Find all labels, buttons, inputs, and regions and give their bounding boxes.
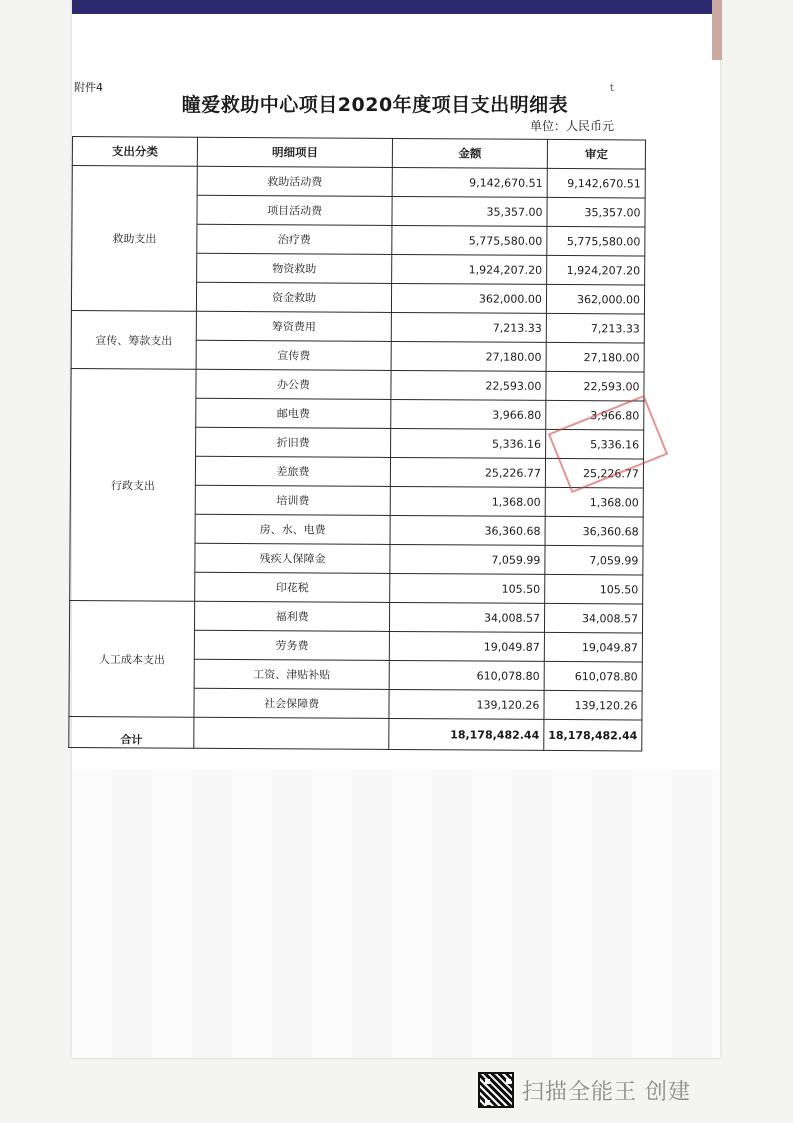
table-row	[72, 166, 645, 198]
item-cell: 劳务费	[194, 630, 389, 660]
amount-cell: 36,360.68	[390, 515, 545, 545]
item-cell: 印花税	[195, 572, 390, 602]
amount-cell: 22,593.00	[391, 370, 546, 400]
scanner-brand-text: 扫描全能王 创建	[522, 1079, 691, 1105]
total-label-cell: 合计	[69, 716, 194, 748]
audited-cell: 9,142,670.51	[547, 168, 645, 198]
item-cell: 折旧费	[196, 427, 391, 457]
item-cell: 邮电费	[196, 398, 391, 428]
audited-cell: 22,593.00	[546, 371, 644, 401]
audited-cell: 19,049.87	[544, 632, 642, 662]
amount-cell: 19,049.87	[389, 631, 544, 661]
audited-cell: 25,226.77	[545, 458, 643, 488]
audited-cell: 105.50	[545, 574, 643, 604]
amount-cell: 1,924,207.20	[392, 254, 547, 284]
item-cell: 福利费	[195, 601, 390, 631]
total-audited-cell: 18,178,482.44	[544, 719, 642, 751]
item-cell: 培训费	[195, 485, 390, 515]
category-cell: 行政支出	[70, 368, 197, 601]
audited-cell: 27,180.00	[546, 342, 644, 372]
page-title: 瞳爱救助中心项目2020年度项目支出明细表	[181, 94, 569, 116]
item-cell: 房、水、电费	[195, 514, 390, 544]
item-cell: 宣传费	[196, 340, 391, 370]
column-header-category: 支出分类	[72, 137, 197, 167]
amount-cell: 9,142,670.51	[392, 167, 547, 197]
audited-cell: 36,360.68	[545, 516, 643, 546]
column-header-amount: 金额	[392, 138, 547, 168]
audited-cell: 1,924,207.20	[547, 255, 645, 285]
amount-cell: 27,180.00	[391, 341, 546, 371]
item-cell: 筹资费用	[196, 311, 391, 341]
audited-cell: 5,336.16	[545, 429, 643, 459]
category-cell: 宣传、筹款支出	[71, 310, 196, 369]
item-cell: 资金救助	[197, 282, 392, 312]
total-amount-cell: 18,178,482.44	[389, 718, 544, 750]
item-cell: 物资救助	[197, 253, 392, 283]
amount-cell: 3,966.80	[391, 399, 546, 429]
item-cell: 工资、津贴补贴	[194, 659, 389, 689]
amount-cell: 1,368.00	[390, 486, 545, 516]
scan-edge-mark	[712, 0, 722, 60]
amount-cell: 25,226.77	[390, 457, 545, 487]
total-item-cell	[194, 717, 389, 749]
audited-cell: 7,213.33	[546, 313, 644, 343]
category-cell: 人工成本支出	[69, 600, 195, 717]
qr-code-icon	[478, 1072, 514, 1108]
unit-label: 单位：人民币元	[530, 119, 615, 133]
table-row	[71, 310, 644, 342]
item-cell: 社会保障费	[194, 688, 389, 718]
amount-cell: 610,078.80	[389, 660, 544, 690]
item-cell: 办公费	[196, 369, 391, 399]
amount-cell: 34,008.57	[390, 602, 545, 632]
corner-mark: t	[610, 83, 614, 94]
item-cell: 治疗费	[197, 224, 392, 254]
audited-cell: 34,008.57	[544, 603, 642, 633]
item-cell: 项目活动费	[197, 195, 392, 225]
amount-cell: 139,120.26	[389, 689, 544, 719]
column-header-audited: 审定	[547, 139, 645, 169]
table-row	[71, 368, 644, 400]
category-cell: 救助支出	[71, 166, 197, 312]
amount-cell: 7,213.33	[391, 312, 546, 342]
scan-edge-strip	[72, 0, 720, 14]
audited-cell: 5,775,580.00	[547, 226, 645, 256]
item-cell: 残疾人保障金	[195, 543, 390, 573]
audited-cell: 610,078.80	[544, 661, 642, 691]
scanner-watermark	[478, 1070, 691, 1110]
item-cell: 救助活动费	[197, 166, 392, 196]
audited-cell: 3,966.80	[546, 400, 644, 430]
attachment-label: 附件4	[74, 81, 103, 94]
total-row	[69, 716, 642, 750]
amount-cell: 5,336.16	[391, 428, 546, 458]
table-row	[69, 600, 642, 632]
amount-cell: 362,000.00	[391, 283, 546, 313]
audited-cell: 362,000.00	[546, 284, 644, 314]
audited-cell: 7,059.99	[545, 545, 643, 575]
audited-cell: 1,368.00	[545, 487, 643, 517]
amount-cell: 5,775,580.00	[392, 225, 547, 255]
amount-cell: 105.50	[390, 573, 545, 603]
column-header-item: 明细项目	[197, 137, 392, 167]
amount-cell: 35,357.00	[392, 196, 547, 226]
amount-cell: 7,059.99	[390, 544, 545, 574]
table-header-row	[72, 137, 645, 169]
item-cell: 差旅费	[195, 456, 390, 486]
bleed-through-area	[72, 770, 720, 1058]
audited-cell: 139,120.26	[544, 690, 642, 720]
audited-cell: 35,357.00	[547, 197, 645, 227]
